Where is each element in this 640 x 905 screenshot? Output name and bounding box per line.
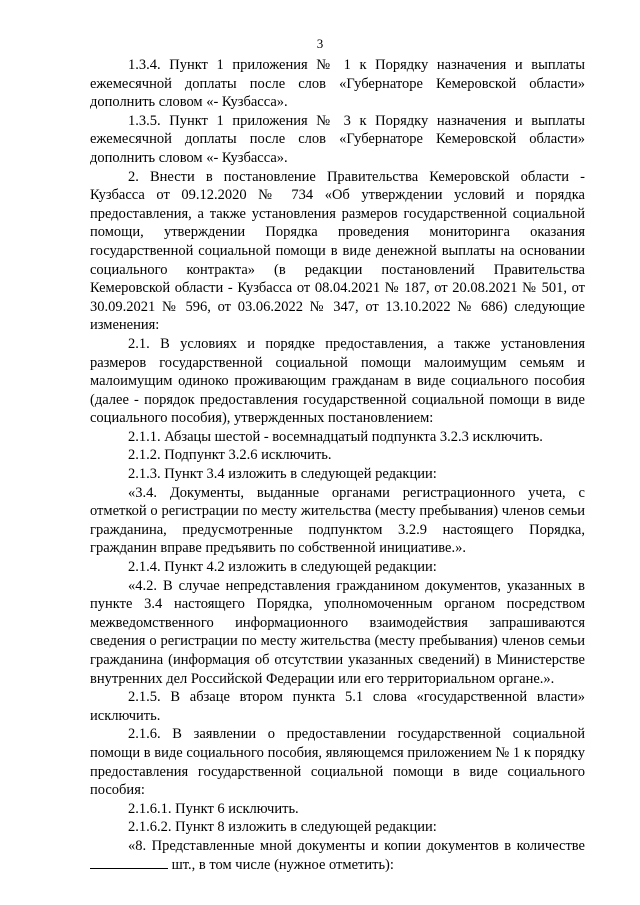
quote-8-text-start: «8. Представленные мной документы и копии документов в количестве [128,837,585,854]
paragraph-1-3-5: 1.3.5. Пункт 1 приложения № 3 к Порядку назначения и выплаты ежемесячной доплаты после слов «Губернаторе Кемеровской области» дополнить словом «- Кузбасса». [90,112,585,166]
fill-in-blank [90,856,168,869]
paragraph-2-1-4: 2.1.4. Пункт 4.2 изложить в следующей редакции: [128,559,437,576]
paragraph-2-1-6-1: 2.1.6.1. Пункт 6 исключить. [128,800,299,817]
paragraph-2-1: 2.1. В условиях и порядке предоставления, а также установления размеров государственной социальной помощи малоимущим семьям и малоимущим одиноко проживающим гражданам в виде социального пособия (далее - порядок предоставления государственной социальной помощи в виде социального пособия), утвержденных постановлением: [90,335,585,427]
paragraph-2-1-1: 2.1.1. Абзацы шестой - восемнадцатый подпункта 3.2.3 исключить. [128,428,543,445]
paragraph-quote-3-4: «3.4. Документы, выданные органами регистрационного учета, с отметкой о регистрации по месту жительства (месту пребывания) членов семьи гражданина, предусмотренные подпунктом 3.2.9 настоящего Порядка, гражданин вправе предъявить по собственной инициативе.». [90,484,585,557]
paragraph-quote-4-2: «4.2. В случае непредставления гражданином документов, указанных в пункте 3.4 настоящего Порядка, уполномоченным органом посредством межведомственного информационного взаимодействия запрашиваются сведения о регистрации по месту жительства (месту пребывания) членов семьи гражданина (информация об отсутствии указанных сведений) в Министерстве внутренних дел Российской Федерации или его территориальном органе.». [90,577,585,687]
paragraph-1-3-4: 1.3.4. Пункт 1 приложения № 1 к Порядку назначения и выплаты ежемесячной доплаты после слов «Губернаторе Кемеровской области» дополнить словом «- Кузбасса». [90,57,585,111]
quote-8-text-end: шт., в том числе (нужное отметить): [168,856,394,873]
page-number: 3 [316,36,324,51]
paragraph-2-1-6-2: 2.1.6.2. Пункт 8 изложить в следующей редакции: [128,819,437,836]
paragraph-2-1-6: 2.1.6. В заявлении о предоставлении государственной социальной помощи в виде социального пособия, являющемся приложением № 1 к порядку предоставления государственной социальной помощи в виде социального пособия: [90,726,585,799]
paragraph-2-1-3: 2.1.3. Пункт 3.4 изложить в следующей редакции: [128,466,437,483]
paragraph-2: 2. Внести в постановление Правительства Кемеровской области - Кузбасса от 09.12.2020 № 734 «Об утверждении условий и порядка предоставления, а также установления размеров государственной социальной помощи, утверждении Порядка проведения мониторинга оказания государственной социальной помощи в виде денежной выплаты на основании социального контракта» (в редакции постановлений Правительства Кемеровской области - Кузбасса от 08.04.2021 № 187, от 20.08.2021 № 501, от 30.09.2021 № 596, от 03.06.2022 № 347, от 13.10.2022 № 686) следующие изменения: [90,168,585,334]
paragraph-2-1-2: 2.1.2. Подпункт 3.2.6 исключить. [128,447,332,464]
paragraph-quote-8 [90,837,585,874]
paragraph-2-1-5: 2.1.5. В абзаце втором пункта 5.1 слова «государственной власти» исключить. [90,689,585,724]
document-body [90,56,585,874]
